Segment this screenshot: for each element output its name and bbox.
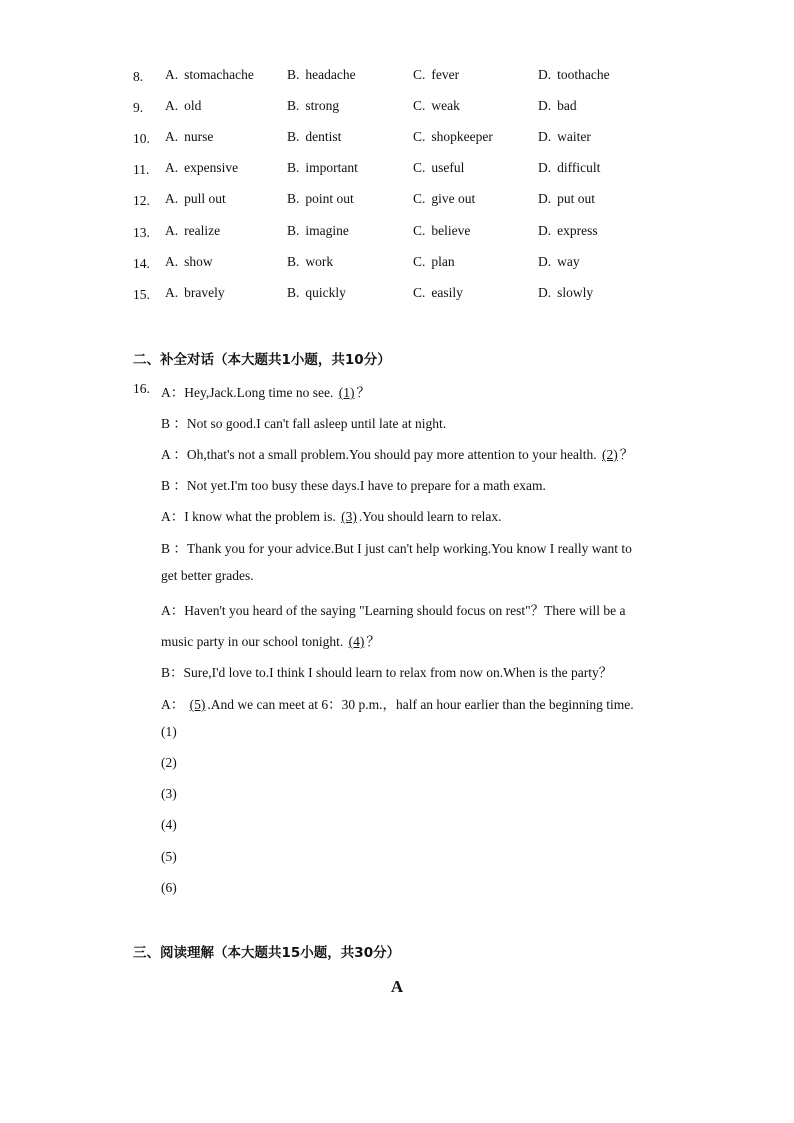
option-letter: D. [538, 254, 552, 269]
option-c[interactable] [413, 191, 475, 207]
answer-line-6[interactable]: (6) [161, 880, 177, 895]
answer-line-4[interactable]: (4) [161, 817, 177, 832]
dialogue-text: A： [161, 697, 185, 712]
option-text: work [305, 254, 334, 269]
option-b[interactable] [287, 223, 349, 239]
option-letter: B. [287, 191, 300, 206]
section-title-text: 分） [373, 945, 401, 961]
option-b[interactable] [287, 129, 341, 145]
dialogue-text: .And we can meet at 6：30 p.m.，half an hour earlier than the beginning time. [207, 697, 634, 712]
option-a[interactable] [165, 285, 225, 301]
score-count: 30 [354, 945, 374, 961]
option-letter: C. [413, 67, 426, 82]
option-text: stomachache [184, 67, 254, 82]
option-c[interactable] [413, 285, 463, 301]
choice-question-14 [0, 254, 794, 274]
option-letter: A. [165, 191, 179, 206]
section-title-text: 三、阅读理解（本大题共 [133, 945, 282, 961]
option-text: put out [557, 191, 596, 206]
option-letter: D. [538, 285, 552, 300]
option-d[interactable] [538, 98, 577, 114]
option-d[interactable] [538, 191, 595, 207]
question-number: 15. [133, 287, 150, 302]
choice-question-8 [0, 67, 794, 87]
option-text: difficult [557, 160, 601, 175]
option-d[interactable] [538, 254, 580, 270]
answer-line-5[interactable]: (5) [161, 849, 177, 864]
option-d[interactable] [538, 285, 593, 301]
option-a[interactable] [165, 67, 254, 83]
dialogue-line-5 [161, 505, 501, 525]
dialogue-text: ？ [619, 447, 634, 462]
option-letter: A. [165, 67, 179, 82]
blank-3[interactable]: (3) [341, 509, 357, 524]
section-title-text: 二、补全对话（本大题共 [133, 352, 282, 368]
option-letter: A. [165, 285, 179, 300]
dialogue-line-6: B ：Thank you for your advice.But I just can't help working.You know I really want to [161, 541, 632, 556]
option-letter: B. [287, 223, 300, 238]
score-count: 10 [344, 352, 364, 368]
option-text: realize [184, 223, 221, 238]
section-2-title [133, 348, 391, 368]
dialogue-text: A ：Oh,that's not a small problem.You should pay more attention to your health. [161, 447, 597, 462]
question-number: 12. [133, 193, 150, 208]
option-a[interactable] [165, 160, 238, 176]
option-text: express [557, 223, 598, 238]
option-text: strong [305, 98, 340, 113]
choice-question-10 [0, 129, 794, 149]
option-text: toothache [557, 67, 610, 82]
question-count: 1 [281, 352, 291, 368]
option-text: bravely [184, 285, 225, 300]
question-number: 9. [133, 100, 144, 115]
choice-question-9 [0, 98, 794, 118]
option-letter: D. [538, 223, 552, 238]
option-letter: D. [538, 98, 552, 113]
option-letter: D. [538, 191, 552, 206]
blank-5[interactable]: (5) [189, 697, 206, 712]
option-letter: C. [413, 129, 426, 144]
option-letter: D. [538, 160, 552, 175]
option-c[interactable] [413, 67, 459, 83]
dialogue-line-11 [161, 693, 634, 713]
option-b[interactable] [287, 254, 333, 270]
blank-1[interactable]: (1) [338, 385, 355, 400]
question-number: 8. [133, 69, 144, 84]
option-letter: C. [413, 254, 426, 269]
question-number: 13. [133, 225, 150, 240]
option-text: nurse [184, 129, 214, 144]
option-letter: C. [413, 285, 426, 300]
option-letter: B. [287, 160, 300, 175]
option-letter: A. [165, 160, 179, 175]
dialogue-text: ？ [356, 385, 370, 400]
option-text: pull out [184, 191, 226, 206]
option-letter: B. [287, 67, 300, 82]
option-c[interactable] [413, 160, 464, 176]
option-text: headache [305, 67, 356, 82]
option-text: bad [557, 98, 577, 113]
option-d[interactable] [538, 129, 591, 145]
section-title-text: 小题，共 [300, 945, 355, 961]
option-b[interactable] [287, 160, 358, 176]
option-letter: B. [287, 129, 300, 144]
question-number: 10. [133, 131, 150, 146]
option-text: slowly [557, 285, 594, 300]
option-text: dentist [305, 129, 342, 144]
option-a[interactable] [165, 223, 220, 239]
section-title-text: 分） [363, 352, 391, 368]
option-letter: C. [413, 223, 426, 238]
option-b[interactable] [287, 67, 356, 83]
option-text: way [557, 254, 580, 269]
answer-line-1[interactable]: (1) [161, 724, 177, 739]
option-letter: B. [287, 98, 300, 113]
blank-2[interactable]: (2) [602, 447, 618, 462]
choice-question-15 [0, 285, 794, 305]
option-b[interactable] [287, 98, 339, 114]
option-letter: C. [413, 98, 426, 113]
choice-question-12 [0, 191, 794, 211]
question-count: 15 [281, 945, 301, 961]
option-letter: D. [538, 67, 552, 82]
dialogue-line-3 [161, 443, 633, 463]
dialogue-line-10: B：Sure,I'd love to.I think I should learn to relax from now on.When is the party？ [161, 665, 613, 680]
option-text: show [184, 254, 213, 269]
passage-title: A [390, 977, 404, 996]
choice-question-11 [0, 160, 794, 180]
option-text: weak [431, 98, 460, 113]
blank-4[interactable]: (4) [348, 634, 365, 649]
option-text: expensive [184, 160, 239, 175]
option-letter: A. [165, 254, 179, 269]
option-b[interactable] [287, 285, 346, 301]
option-a[interactable] [165, 254, 213, 270]
option-b[interactable] [287, 191, 354, 207]
question-number: 16. [133, 381, 150, 396]
option-letter: B. [287, 254, 300, 269]
option-c[interactable] [413, 98, 460, 114]
option-letter: C. [413, 160, 426, 175]
answer-line-3[interactable]: (3) [161, 786, 177, 801]
dialogue-line-1 [161, 381, 370, 401]
dialogue-text: music party in our school tonight. [161, 634, 344, 649]
choice-question-13 [0, 223, 794, 243]
option-text: fever [431, 67, 460, 82]
option-text: waiter [557, 129, 591, 144]
option-letter: A. [165, 98, 179, 113]
option-text: easily [431, 285, 463, 300]
dialogue-text: .You should learn to relax. [358, 509, 502, 524]
option-letter: D. [538, 129, 552, 144]
option-text: shopkeeper [431, 129, 493, 144]
option-a[interactable] [165, 191, 226, 207]
option-text: point out [305, 191, 354, 206]
dialogue-text: ？ [366, 634, 380, 649]
option-text: plan [431, 254, 455, 269]
option-letter: B. [287, 285, 300, 300]
option-letter: C. [413, 191, 426, 206]
option-c[interactable] [413, 223, 470, 239]
dialogue-text: A：I know what the problem is. [161, 509, 336, 524]
question-number: 14. [133, 256, 150, 271]
option-c[interactable] [413, 254, 455, 270]
option-text: useful [431, 160, 465, 175]
dialogue-line-4: B ：Not yet.I'm too busy these days.I have to prepare for a math exam. [161, 478, 546, 493]
option-letter: A. [165, 223, 179, 238]
dialogue-text: A：Hey,Jack.Long time no see. [161, 385, 334, 400]
dialogue-line-9 [161, 630, 380, 650]
option-d[interactable] [538, 67, 610, 83]
option-letter: A. [165, 129, 179, 144]
section-3-title [133, 941, 400, 961]
option-text: old [184, 98, 202, 113]
option-a[interactable] [165, 98, 201, 114]
option-d[interactable] [538, 160, 600, 176]
option-text: quickly [305, 285, 346, 300]
dialogue-line-7: get better grades. [161, 568, 254, 583]
answer-line-2[interactable]: (2) [161, 755, 177, 770]
option-text: important [305, 160, 358, 175]
section-title-text: 小题，共 [290, 352, 345, 368]
option-text: believe [431, 223, 471, 238]
option-c[interactable] [413, 129, 493, 145]
question-number: 11. [133, 162, 150, 177]
option-a[interactable] [165, 129, 213, 145]
option-text: imagine [305, 223, 349, 238]
option-text: give out [431, 191, 476, 206]
dialogue-line-8: A：Haven't you heard of the saying "Learning should focus on rest"？There will be a [161, 603, 626, 618]
dialogue-line-2: B ：Not so good.I can't fall asleep until late at night. [161, 416, 447, 431]
option-d[interactable] [538, 223, 598, 239]
